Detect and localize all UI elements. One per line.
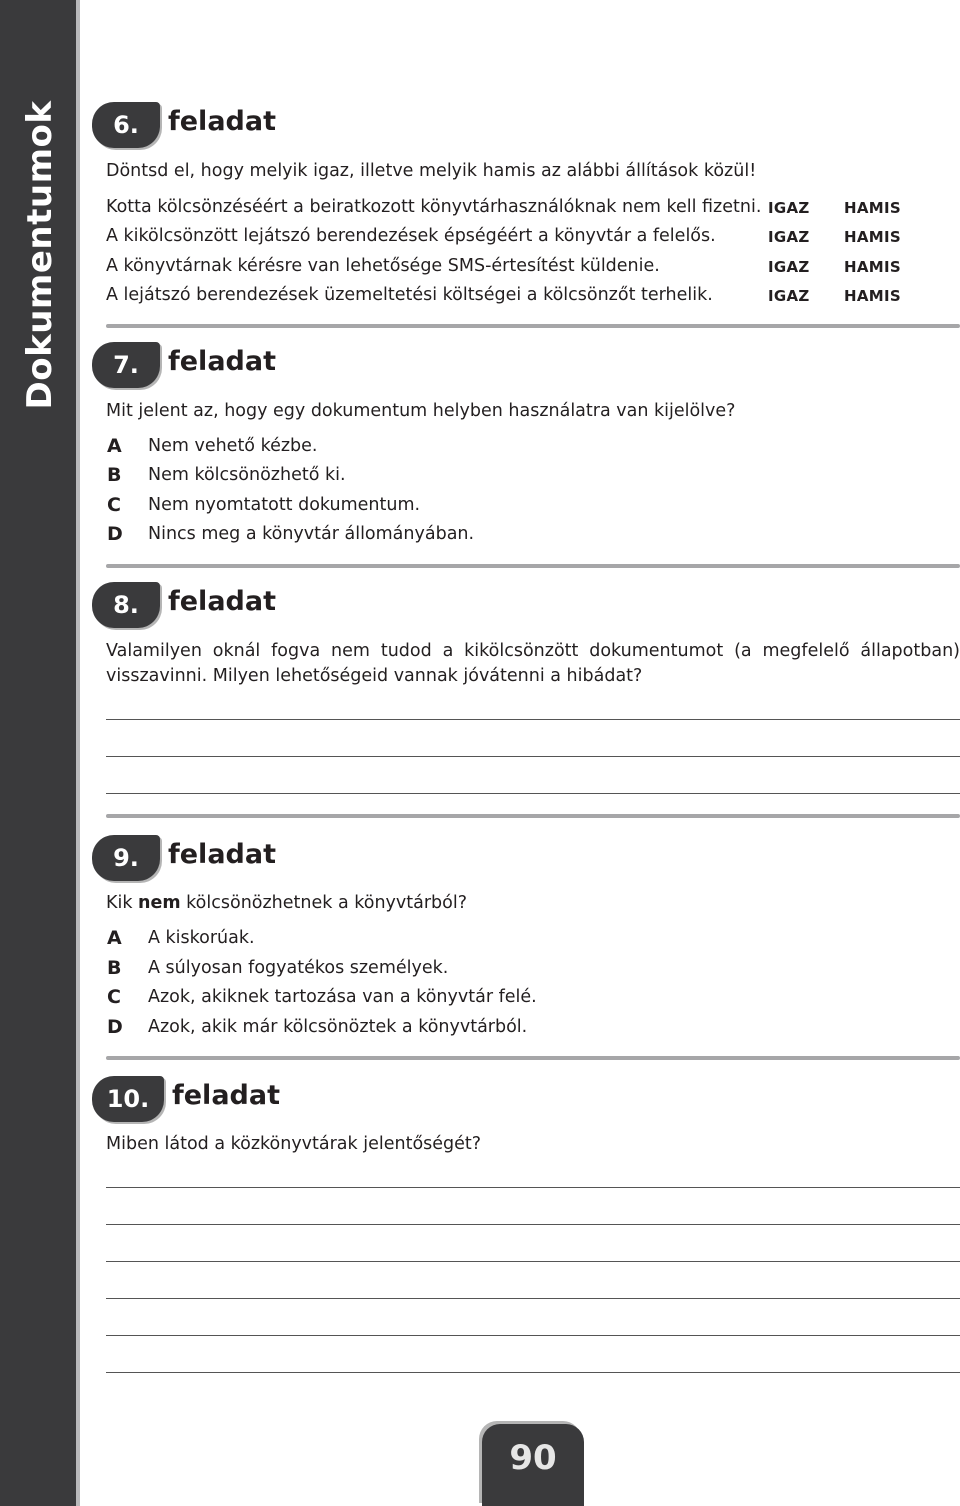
option-letter[interactable]: B <box>107 464 122 486</box>
sidebar-title: Dokumentumok <box>20 100 60 410</box>
task-number: 8. <box>113 591 139 619</box>
true-option-4[interactable]: IGAZ <box>768 287 810 305</box>
task-number: 7. <box>113 351 139 379</box>
option-letter[interactable]: A <box>107 927 122 949</box>
task-number-badge <box>92 582 160 628</box>
section-divider <box>106 1056 960 1060</box>
task-8-question: Valamilyen oknál fogva nem tudod a kikölcsönzött dokumentumot (a megfelelő állapotban) visszavinni. Milyen lehetőségeid vannak jóvátenni a hibádat? <box>106 641 960 686</box>
option-text: Nem kölcsönözhető ki. <box>148 465 346 485</box>
page-number: 90 <box>509 1438 557 1478</box>
true-option-3[interactable]: IGAZ <box>768 258 810 276</box>
option-text: Nem vehető kézbe. <box>148 436 318 456</box>
option-text: A súlyosan fogyatékos személyek. <box>148 958 449 978</box>
task-number-badge <box>92 835 160 881</box>
task-number: 9. <box>113 844 139 872</box>
task-10-question: Miben látod a közkönyvtárak jelentőségét? <box>106 1134 482 1154</box>
true-option-2[interactable]: IGAZ <box>768 228 810 246</box>
option-letter[interactable]: D <box>107 523 123 545</box>
false-option-3[interactable]: HAMIS <box>844 258 901 276</box>
answer-line[interactable] <box>106 1224 960 1225</box>
sidebar <box>0 0 76 1506</box>
answer-line[interactable] <box>106 756 960 757</box>
task-number-badge <box>92 342 160 388</box>
option-letter[interactable]: A <box>107 435 122 457</box>
question-text: kölcsönözhetnek a könyvtárból? <box>180 893 468 913</box>
task-heading: feladat <box>168 346 276 377</box>
answer-line[interactable] <box>106 719 960 720</box>
option-letter[interactable]: B <box>107 957 122 979</box>
false-option-4[interactable]: HAMIS <box>844 287 901 305</box>
task-heading: feladat <box>168 106 276 137</box>
section-divider <box>106 564 960 568</box>
question-emphasis: nem <box>138 893 181 913</box>
statement-3: A könyvtárnak kérésre van lehetősége SMS-értesítést küldenie. <box>106 256 660 276</box>
false-option-1[interactable]: HAMIS <box>844 199 901 217</box>
option-letter[interactable]: C <box>107 494 121 516</box>
task-heading: feladat <box>168 839 276 870</box>
answer-line[interactable] <box>106 793 960 794</box>
task-number-badge <box>92 102 160 148</box>
option-text: A kiskorúak. <box>148 928 255 948</box>
answer-line[interactable] <box>106 1335 960 1336</box>
option-letter[interactable]: C <box>107 986 121 1008</box>
option-text: Nem nyomtatott dokumentum. <box>148 495 421 515</box>
sidebar-edge <box>76 0 80 1506</box>
answer-line[interactable] <box>106 1298 960 1299</box>
task-7-question: Mit jelent az, hogy egy dokumentum helyben használatra van kijelölve? <box>106 401 736 421</box>
answer-line[interactable] <box>106 1187 960 1188</box>
task-number: 6. <box>113 111 139 139</box>
statement-2: A kikölcsönzött lejátszó berendezések épségéért a könyvtár a felelős. <box>106 226 716 246</box>
section-divider <box>106 814 960 818</box>
task-heading: feladat <box>172 1080 280 1111</box>
task-number-badge <box>92 1076 164 1122</box>
page-number-tab <box>482 1424 584 1506</box>
task-heading: feladat <box>168 586 276 617</box>
option-letter[interactable]: D <box>107 1016 123 1038</box>
question-text: Kik <box>106 893 139 913</box>
answer-line[interactable] <box>106 1261 960 1262</box>
statement-4: A lejátszó berendezések üzemeltetési költségei a kölcsönzőt terhelik. <box>106 285 713 305</box>
false-option-2[interactable]: HAMIS <box>844 228 901 246</box>
option-text: Azok, akik már kölcsönöztek a könyvtárból. <box>148 1017 528 1037</box>
true-option-1[interactable]: IGAZ <box>768 199 810 217</box>
task-9-question <box>106 893 467 913</box>
option-text: Azok, akiknek tartozása van a könyvtár felé. <box>148 987 537 1007</box>
answer-line[interactable] <box>106 1372 960 1373</box>
task-6-instruction: Döntsd el, hogy melyik igaz, illetve melyik hamis az alábbi állítások közül! <box>106 161 757 181</box>
option-text: Nincs meg a könyvtár állományában. <box>148 524 475 544</box>
statement-1: Kotta kölcsönzéséért a beiratkozott könyvtárhasználóknak nem kell fizetni. <box>106 197 762 217</box>
task-number: 10. <box>106 1085 150 1113</box>
section-divider <box>106 324 960 328</box>
